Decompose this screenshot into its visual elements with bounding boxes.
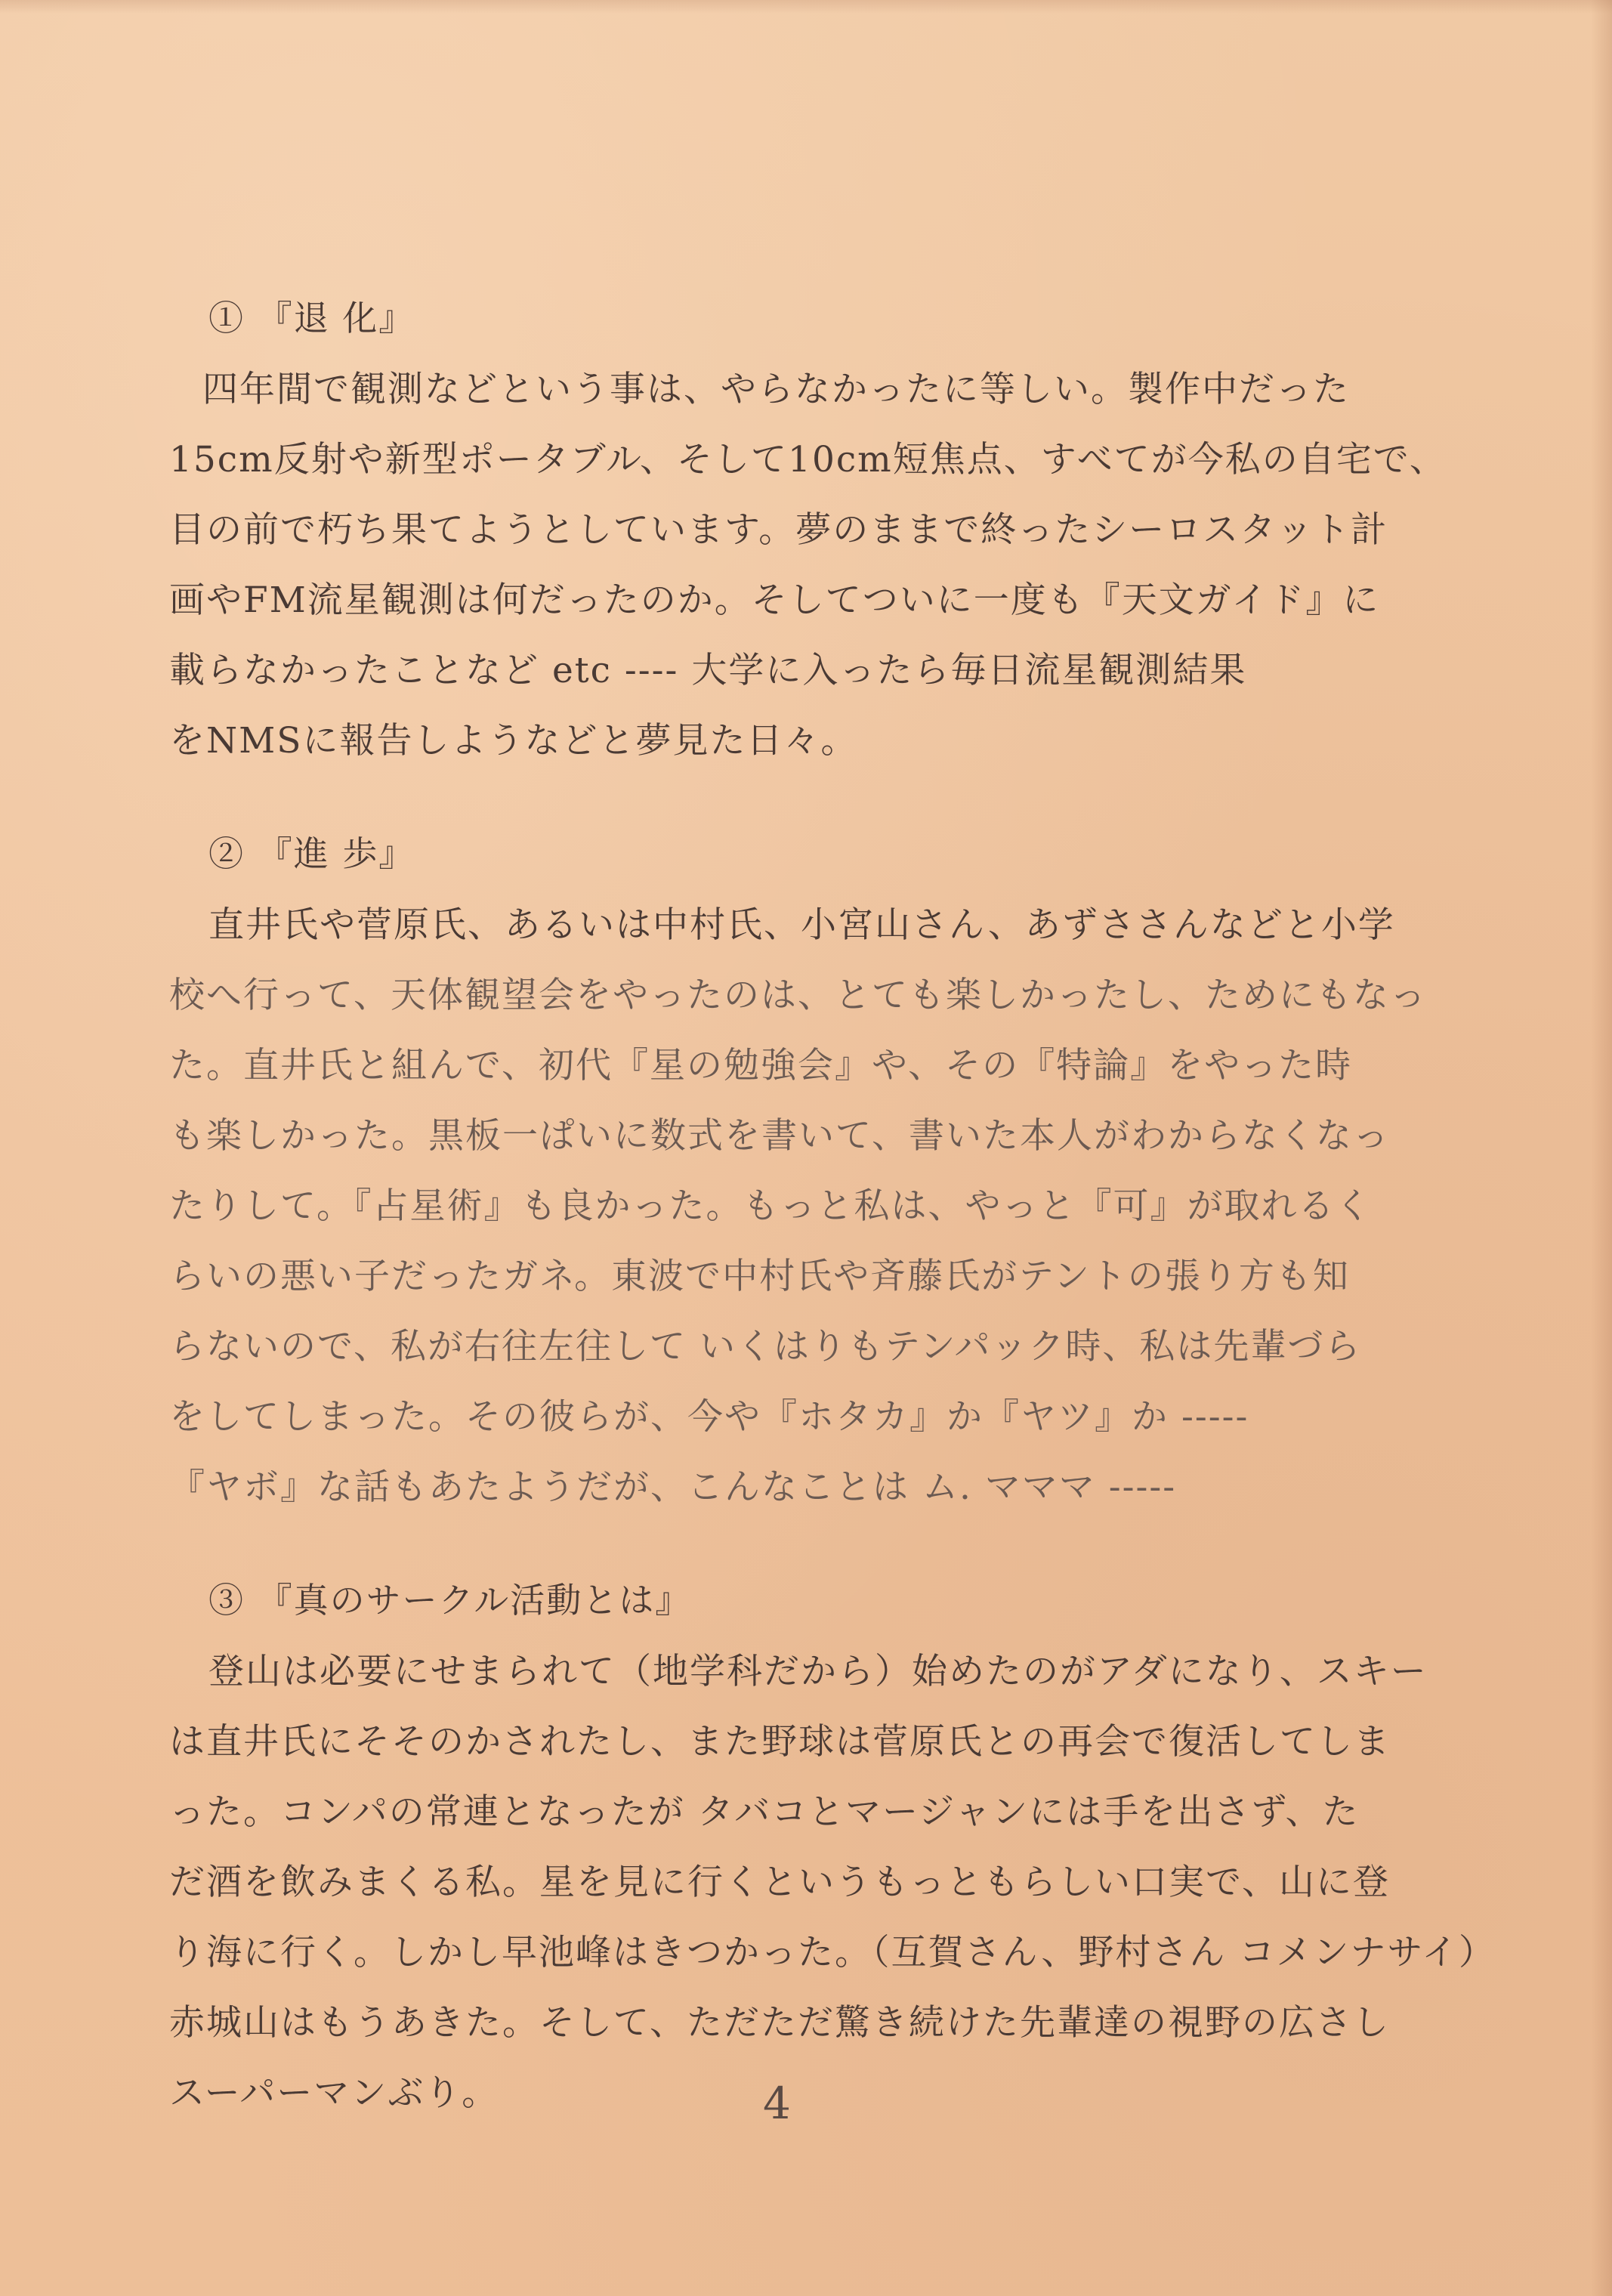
- page-number: 4: [763, 2078, 792, 2129]
- section-3-line-4: だ酒を飲みまくる私。星を見に行くというもっともらしい口実で、山に登: [169, 1862, 1391, 1903]
- section-2-line-9: 『ヤボ』な話もあたようだが、こんなことは ム. マママ -----: [169, 1466, 1177, 1508]
- section-2-line-8: をしてしまった。その彼らが、今や『ホタカ』か『ヤツ』か -----: [169, 1396, 1249, 1438]
- section-2-line-7: らないので、私が右往左往して いくはりもテンパック時、私は先輩づら: [169, 1326, 1362, 1367]
- section-heading-1: ① 『退 化』: [208, 298, 415, 338]
- page-top-shadow: [0, 0, 1612, 14]
- section-1-line-2: 15cm反射や新型ポータブル、そして10cm短焦点、すべてが今私の自宅で、: [169, 439, 1447, 481]
- section-2-line-2: 校へ行って、天体観望会をやったのは、とても楽しかったし、ためにもなっ: [169, 975, 1428, 1016]
- section-2-line-6: らいの悪い子だったガネ。東波で中村氏や斉藤氏がテントの張り方も知: [169, 1256, 1350, 1297]
- section-1-line-6: をNMSに報告しようなどと夢見た日々。: [169, 720, 858, 762]
- section-heading-3: ③ 『真のサークル活動とは』: [208, 1580, 692, 1621]
- section-3-line-7: スーパーマンぶり。: [169, 2072, 499, 2114]
- section-1-line-3: 目の前で朽ち果てようとしています。夢のままで終ったシーロスタット計: [169, 509, 1388, 551]
- section-2-line-4: も楽しかった。黒板一ぱいに数式を書いて、書いた本人がわからなくなっ: [169, 1115, 1391, 1157]
- section-3-line-2: は直井氏にそそのかされたし、また野球は菅原氏との再会で復活してしま: [169, 1721, 1391, 1763]
- section-2-line-5: たりして。『占星術』も良かった。もっと私は、やっと『可』が取れるく: [169, 1185, 1373, 1227]
- section-1-line-5: 載らなかったことなど etc ---- 大学に入ったら毎日流星観測結果: [169, 650, 1247, 691]
- section-3-line-5: り海に行く。しかし早池峰はきつかった。（互賀さん、野村さん コメンナサイ）: [169, 1932, 1496, 1973]
- section-3-line-1: 登山は必要にせまられて（地学科だから）始めたのがアダになり、スキー: [208, 1651, 1428, 1692]
- section-3-line-3: った。コンパの常連となったが タバコとマージャンには手を出さず、た: [169, 1791, 1360, 1833]
- section-1-line-4: 画やFM流星観測は何だったのか。そしてついに一度も『天文ガイド』に: [169, 579, 1380, 621]
- section-1-line-1: 四年間で観測などという事は、やらなかったに等しい。製作中だった: [202, 369, 1350, 410]
- section-2-line-3: た。直井氏と組んで、初代『星の勉強会』や、その『特論』をやった時: [169, 1045, 1353, 1086]
- section-3-line-6: 赤城山はもうあきた。そして、ただただ驚き続けた先輩達の視野の広さし: [169, 2002, 1391, 2044]
- section-2-line-1: 直井氏や菅原氏、あるいは中村氏、小宮山さん、あずささんなどと小学: [208, 904, 1395, 946]
- page-right-shadow: [1591, 0, 1612, 2296]
- section-heading-2: ② 『進 歩』: [208, 833, 415, 874]
